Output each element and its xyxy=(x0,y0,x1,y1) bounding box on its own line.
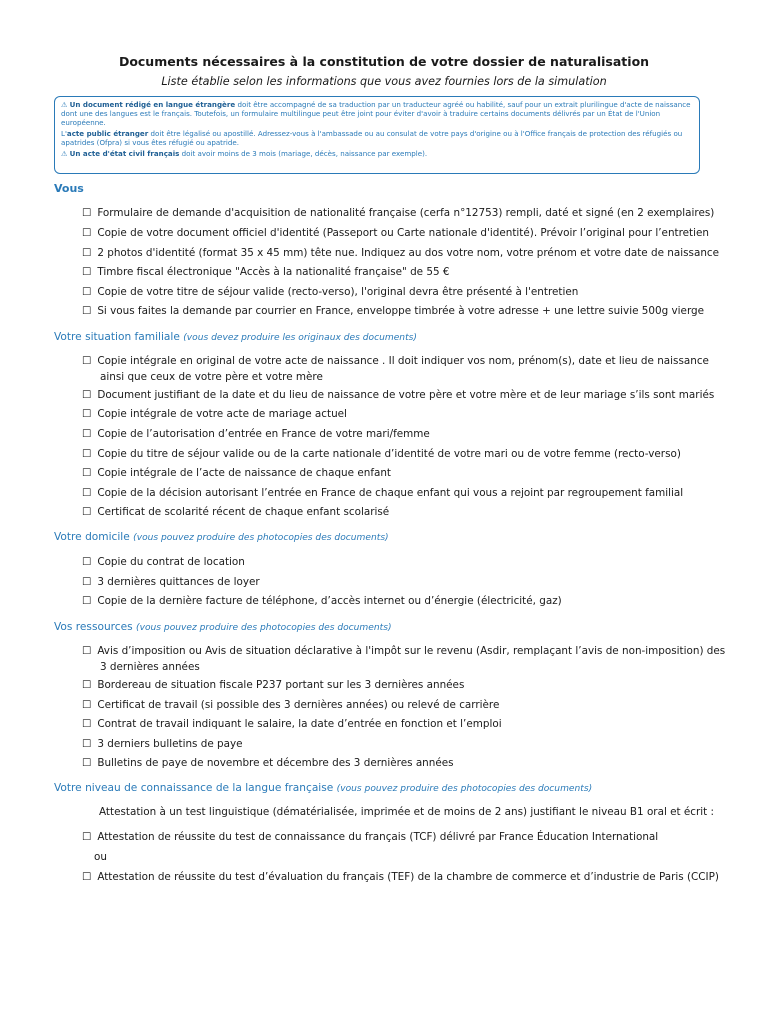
section-title: Votre domicile xyxy=(54,531,130,543)
checkbox-icon[interactable]: ☐ xyxy=(82,467,92,479)
notice-text: doit être accompagné de sa traduction par un traducteur agréé ou habilité, sauf pour un extrait plurilingue d'acte de naissance dont une des langues est le français. Toutefois, un formulaire multilingue peut être joint pour éviter d'avoir à traduire certains documents délivrés par un État de l'Union européenne. xyxy=(61,100,691,127)
or-separator: ou xyxy=(94,851,107,863)
item-label: Copie intégrale de l’acte de naissance de chaque enfant xyxy=(97,467,392,479)
checkbox-icon[interactable]: ☐ xyxy=(82,718,92,730)
item-label: 3 derniers bulletins de paye xyxy=(97,738,243,750)
warning-icon: ⚠ xyxy=(61,148,68,158)
checklist-item[interactable] xyxy=(82,447,722,463)
checkbox-icon[interactable]: ☐ xyxy=(82,247,92,259)
item-label: 3 dernières quittances de loyer xyxy=(97,576,260,588)
item-label: Bordereau de situation fiscale P237 portant sur les 3 dernières années xyxy=(97,679,465,691)
checkbox-icon[interactable]: ☐ xyxy=(82,207,92,219)
notice-text: L' xyxy=(61,128,67,138)
section-title-famille xyxy=(54,331,417,343)
section-title: Vos ressources xyxy=(54,621,133,633)
checkbox-icon[interactable]: ☐ xyxy=(82,487,92,499)
checkbox-icon[interactable]: ☐ xyxy=(82,645,92,657)
checkbox-icon[interactable]: ☐ xyxy=(82,305,92,317)
checkbox-icon[interactable]: ☐ xyxy=(82,679,92,691)
checkbox-icon[interactable]: ☐ xyxy=(82,699,92,711)
checklist-item[interactable] xyxy=(82,265,722,281)
checklist-item[interactable] xyxy=(82,717,722,733)
checkbox-icon[interactable]: ☐ xyxy=(82,408,92,420)
item-label: Formulaire de demande d'acquisition de nationalité française (cerfa n°12753) rempli, daté et signé (en 2 exemplaires) xyxy=(97,207,715,219)
checklist-item[interactable] xyxy=(82,870,722,886)
item-label: Attestation de réussite du test d’évaluation du français (TEF) de la chambre de commerce et d’industrie de Paris (CCIP) xyxy=(97,871,719,883)
item-label: Contrat de travail indiquant le salaire, la date d’entrée en fonction et l’emploi xyxy=(97,718,502,730)
checkbox-icon[interactable]: ☐ xyxy=(82,227,92,239)
checkbox-icon[interactable]: ☐ xyxy=(82,757,92,769)
checkbox-icon[interactable]: ☐ xyxy=(82,556,92,568)
checkbox-icon[interactable]: ☐ xyxy=(82,871,92,883)
checklist-item[interactable] xyxy=(82,756,722,772)
checklist-item[interactable] xyxy=(82,505,722,521)
checklist-item[interactable] xyxy=(82,407,722,423)
section-title-ressources xyxy=(54,621,392,633)
checklist-item[interactable] xyxy=(82,555,722,571)
notice-bold: acte public étranger xyxy=(66,128,149,138)
item-label: Copie intégrale de votre acte de mariage actuel xyxy=(97,408,347,420)
checklist-item[interactable] xyxy=(82,698,722,714)
notice-text: doit être légalisé ou apostillé. Adressez-vous à l'ambassade ou au consulat de votre pays d'origine ou à l'Office français de protection des réfugiés ou apatrides (Ofpra) si vous êtes réfugié ou apatride. xyxy=(61,128,683,147)
checklist-item[interactable] xyxy=(82,427,722,443)
notice-paragraph xyxy=(61,101,693,128)
checkbox-icon[interactable]: ☐ xyxy=(82,595,92,607)
item-label: Attestation de réussite du test de connaissance du français (TCF) délivré par France Éducation International xyxy=(97,831,659,843)
section-title-langue xyxy=(54,782,592,794)
warning-notice xyxy=(54,96,700,174)
checkbox-icon[interactable]: ☐ xyxy=(82,831,92,843)
notice-paragraph xyxy=(61,150,693,159)
checklist-item[interactable] xyxy=(82,246,722,262)
checklist-item[interactable] xyxy=(82,226,722,242)
language-intro: Attestation à un test linguistique (dématérialisée, imprimée et de moins de 2 ans) justifiant le niveau B1 oral et écrit : xyxy=(99,806,715,818)
checkbox-icon[interactable]: ☐ xyxy=(82,286,92,298)
item-label: Certificat de scolarité récent de chaque enfant scolarisé xyxy=(97,506,390,518)
item-label: Avis d’imposition ou Avis de situation déclarative à l'impôt sur le revenu (Asdir, remplaçant l’avis de non-imposition) des xyxy=(97,645,726,657)
checkbox-icon[interactable]: ☐ xyxy=(82,576,92,588)
item-label: 2 photos d'identité (format 35 x 45 mm) tête nue. Indiquez au dos votre nom, votre prénom et votre date de naissance xyxy=(97,247,720,259)
checklist-item[interactable] xyxy=(82,830,722,846)
notice-text: doit avoir moins de 3 mois (mariage, décès, naissance par exemple). xyxy=(181,148,428,158)
page-title: Documents nécessaires à la constitution de votre dossier de naturalisation xyxy=(118,54,650,69)
checkbox-icon[interactable]: ☐ xyxy=(82,428,92,440)
item-label: Timbre fiscal électronique "Accès à la nationalité française" de 55 € xyxy=(97,266,450,278)
checkbox-icon[interactable]: ☐ xyxy=(82,355,92,367)
item-label: Copie de la décision autorisant l’entrée en France de chaque enfant qui vous a rejoint par regroupement familial xyxy=(97,487,684,499)
section-note: (vous pouvez produire des photocopies des documents) xyxy=(133,533,389,543)
notice-bold: Un acte d'état civil français xyxy=(69,148,180,158)
section-title: Votre situation familiale xyxy=(54,331,180,343)
checklist-item[interactable] xyxy=(82,388,722,404)
item-label: Copie du contrat de location xyxy=(97,556,245,568)
checklist-item[interactable] xyxy=(82,575,722,591)
item-label: Document justifiant de la date et du lieu de naissance de votre père et votre mère et de leur mariage s’ils sont mariés xyxy=(97,389,715,401)
checklist-item[interactable] xyxy=(82,304,722,320)
item-label: Si vous faites la demande par courrier en France, enveloppe timbrée à votre adresse + une lettre suivie 500g vierge xyxy=(97,305,705,317)
section-note: (vous pouvez produire des photocopies des documents) xyxy=(336,784,593,794)
section-title-vous: Vous xyxy=(54,182,84,195)
checklist-item[interactable] xyxy=(82,354,722,385)
item-label: Copie de la dernière facture de téléphone, d’accès internet ou d’énergie (électricité, gaz) xyxy=(97,595,562,607)
item-label: Certificat de travail (si possible des 3 dernières années) ou relevé de carrière xyxy=(97,699,500,711)
item-label: Bulletins de paye de novembre et décembre des 3 dernières années xyxy=(97,757,454,769)
item-label-continued: 3 dernières années xyxy=(100,660,200,673)
checklist-item[interactable] xyxy=(82,206,722,222)
item-label: Copie du titre de séjour valide ou de la carte nationale d’identité de votre mari ou de votre femme (recto-verso) xyxy=(97,448,681,460)
checklist-item[interactable] xyxy=(82,644,726,675)
checklist-item[interactable] xyxy=(82,466,722,482)
checklist-item[interactable] xyxy=(82,486,722,502)
checkbox-icon[interactable]: ☐ xyxy=(82,738,92,750)
section-note: (vous pouvez produire des photocopies des documents) xyxy=(136,623,392,633)
checklist-item[interactable] xyxy=(82,285,722,301)
section-title-domicile xyxy=(54,531,389,543)
checkbox-icon[interactable]: ☐ xyxy=(82,448,92,460)
page-subtitle: Liste établie selon les informations que vous avez fournies lors de la simulation xyxy=(161,75,607,88)
checkbox-icon[interactable]: ☐ xyxy=(82,389,92,401)
notice-paragraph xyxy=(61,130,693,148)
checklist-item[interactable] xyxy=(82,737,722,753)
notice-bold: Un document rédigé en langue étrangère xyxy=(69,100,236,109)
checklist-item[interactable] xyxy=(82,594,722,610)
item-label: Copie de votre titre de séjour valide (recto-verso), l'original devra être présenté à l'entretien xyxy=(97,286,579,298)
warning-icon: ⚠ xyxy=(61,100,68,109)
checklist-item[interactable] xyxy=(82,678,722,694)
section-title: Votre niveau de connaissance de la langue française xyxy=(54,782,334,794)
item-label-continued: ainsi que ceux de votre père et votre mère xyxy=(100,370,323,383)
section-note: (vous devez produire les originaux des documents) xyxy=(183,333,417,343)
item-label: Copie de l’autorisation d’entrée en France de votre mari/femme xyxy=(97,428,430,440)
item-label: Copie intégrale en original de votre acte de naissance . Il doit indiquer vos nom, prénom(s), date et lieu de naissance xyxy=(97,355,709,367)
item-label: Copie de votre document officiel d'identité (Passeport ou Carte nationale d'identité). Prévoir l’original pour l’entretien xyxy=(97,227,709,239)
checkbox-icon[interactable]: ☐ xyxy=(82,506,92,518)
checkbox-icon[interactable]: ☐ xyxy=(82,266,92,278)
